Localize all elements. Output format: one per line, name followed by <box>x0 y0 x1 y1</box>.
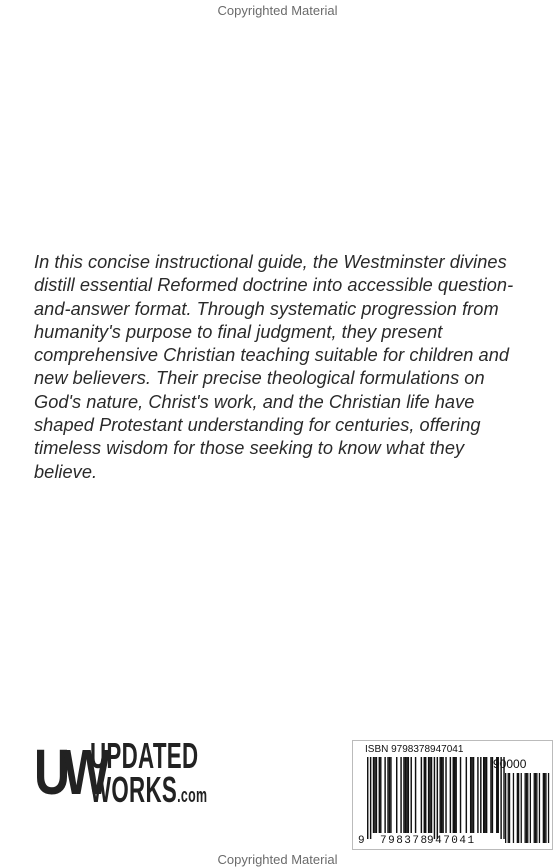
barcode-bar <box>390 757 391 833</box>
barcode-bar <box>470 757 471 833</box>
barcode-bar <box>442 757 443 833</box>
barcode-bar <box>405 757 406 833</box>
barcode-bar <box>445 757 446 833</box>
price-barcode-bar <box>548 773 549 843</box>
barcode-bar <box>486 757 487 833</box>
price-barcode-bar <box>521 773 522 843</box>
barcode-bar <box>370 757 371 839</box>
barcode-bar <box>471 757 472 833</box>
barcode-bar <box>431 757 432 833</box>
price-barcode-bar <box>518 773 519 843</box>
barcode-bar <box>387 757 388 833</box>
publisher-logo-suffix: .com <box>177 785 208 807</box>
barcode-bar <box>403 757 404 833</box>
barcode-bar <box>408 757 409 833</box>
barcode-bar <box>406 757 407 833</box>
barcode-bar <box>477 757 478 833</box>
barcode-bar <box>384 757 385 833</box>
isbn-label: ISBN 9798378947041 <box>365 744 464 755</box>
price-barcode-bar <box>543 773 544 843</box>
back-cover-blurb: In this concise instructional guide, the Westminster divines distill essential Reformed doctrine into accessible question-and-answer format. Through systematic progression from humanity's purpose to final judgment, they present comprehensive Christian teaching suitable for children and new believers. Their precise theological formulations on God's nature, Christ's work, and the Christian life have shaped Protestant understanding for centuries, offering timeless wisdom for those seeking to know what they believe. <box>34 252 514 482</box>
barcode-bar <box>483 757 484 833</box>
barcode-bar <box>480 757 481 833</box>
barcode-bar <box>374 757 375 833</box>
barcode-bar <box>484 757 485 833</box>
publisher-logo-line1: UPDATED <box>90 735 199 776</box>
barcode-bar <box>441 757 442 833</box>
price-barcode-bar <box>539 773 540 843</box>
barcode-bar <box>376 757 377 833</box>
price-barcode-bar <box>525 773 526 843</box>
barcode-bar <box>389 757 390 833</box>
price-barcode-bar <box>513 773 514 843</box>
barcode-bar <box>396 757 397 833</box>
copyright-watermark-top: Copyrighted Material <box>217 3 338 18</box>
barcode-bar <box>466 757 467 833</box>
price-barcode-bar <box>536 773 537 843</box>
barcode-bar <box>428 757 429 833</box>
barcode-bar <box>450 757 451 833</box>
barcode-bar <box>373 757 374 833</box>
barcode-bar <box>455 757 456 833</box>
price-barcode-bar <box>545 773 546 843</box>
publisher-logo <box>34 737 264 812</box>
barcode-bar <box>460 757 461 833</box>
price-code: 90000 <box>493 757 527 771</box>
publisher-logo-line2-text: WORKS <box>90 769 178 810</box>
price-barcode-bar <box>544 773 545 843</box>
barcode-bar <box>367 757 368 839</box>
copyright-watermark-bottom: Copyrighted Material <box>217 852 338 867</box>
barcode-bar <box>379 757 380 833</box>
barcode-bar <box>400 757 401 833</box>
price-barcode-bar <box>517 773 518 843</box>
publisher-logo-line2 <box>90 771 207 815</box>
barcode-bar <box>411 757 412 833</box>
barcode-digit-first: 9 <box>358 835 365 847</box>
barcode-bar <box>424 757 425 833</box>
price-barcode-bar <box>508 773 509 843</box>
barcode-digits-right: 947041 <box>427 835 476 847</box>
price-barcode-bar <box>527 773 528 843</box>
barcode-digits-left: 798378 <box>380 835 429 847</box>
barcode-bar <box>490 757 491 833</box>
price-barcode-bar <box>535 773 536 843</box>
barcode-bar <box>421 757 422 833</box>
barcode-bar <box>380 757 381 833</box>
price-barcode-bar <box>530 773 531 843</box>
isbn-barcode <box>352 740 553 850</box>
barcode-bar <box>434 757 435 839</box>
barcode-bar <box>453 757 454 833</box>
barcode-bar <box>440 757 441 833</box>
price-barcode-bar <box>534 773 535 843</box>
barcode-bar <box>454 757 455 833</box>
barcode-bar <box>425 757 426 833</box>
barcode-bar <box>429 757 430 833</box>
price-barcode-bar <box>505 773 506 843</box>
barcode-bar <box>415 757 416 833</box>
price-barcode-bar <box>526 773 527 843</box>
barcode-bar <box>437 757 438 839</box>
publisher-logo-mark: UW <box>34 736 104 808</box>
price-barcode-bar <box>509 773 510 843</box>
barcode-bar <box>473 757 474 833</box>
